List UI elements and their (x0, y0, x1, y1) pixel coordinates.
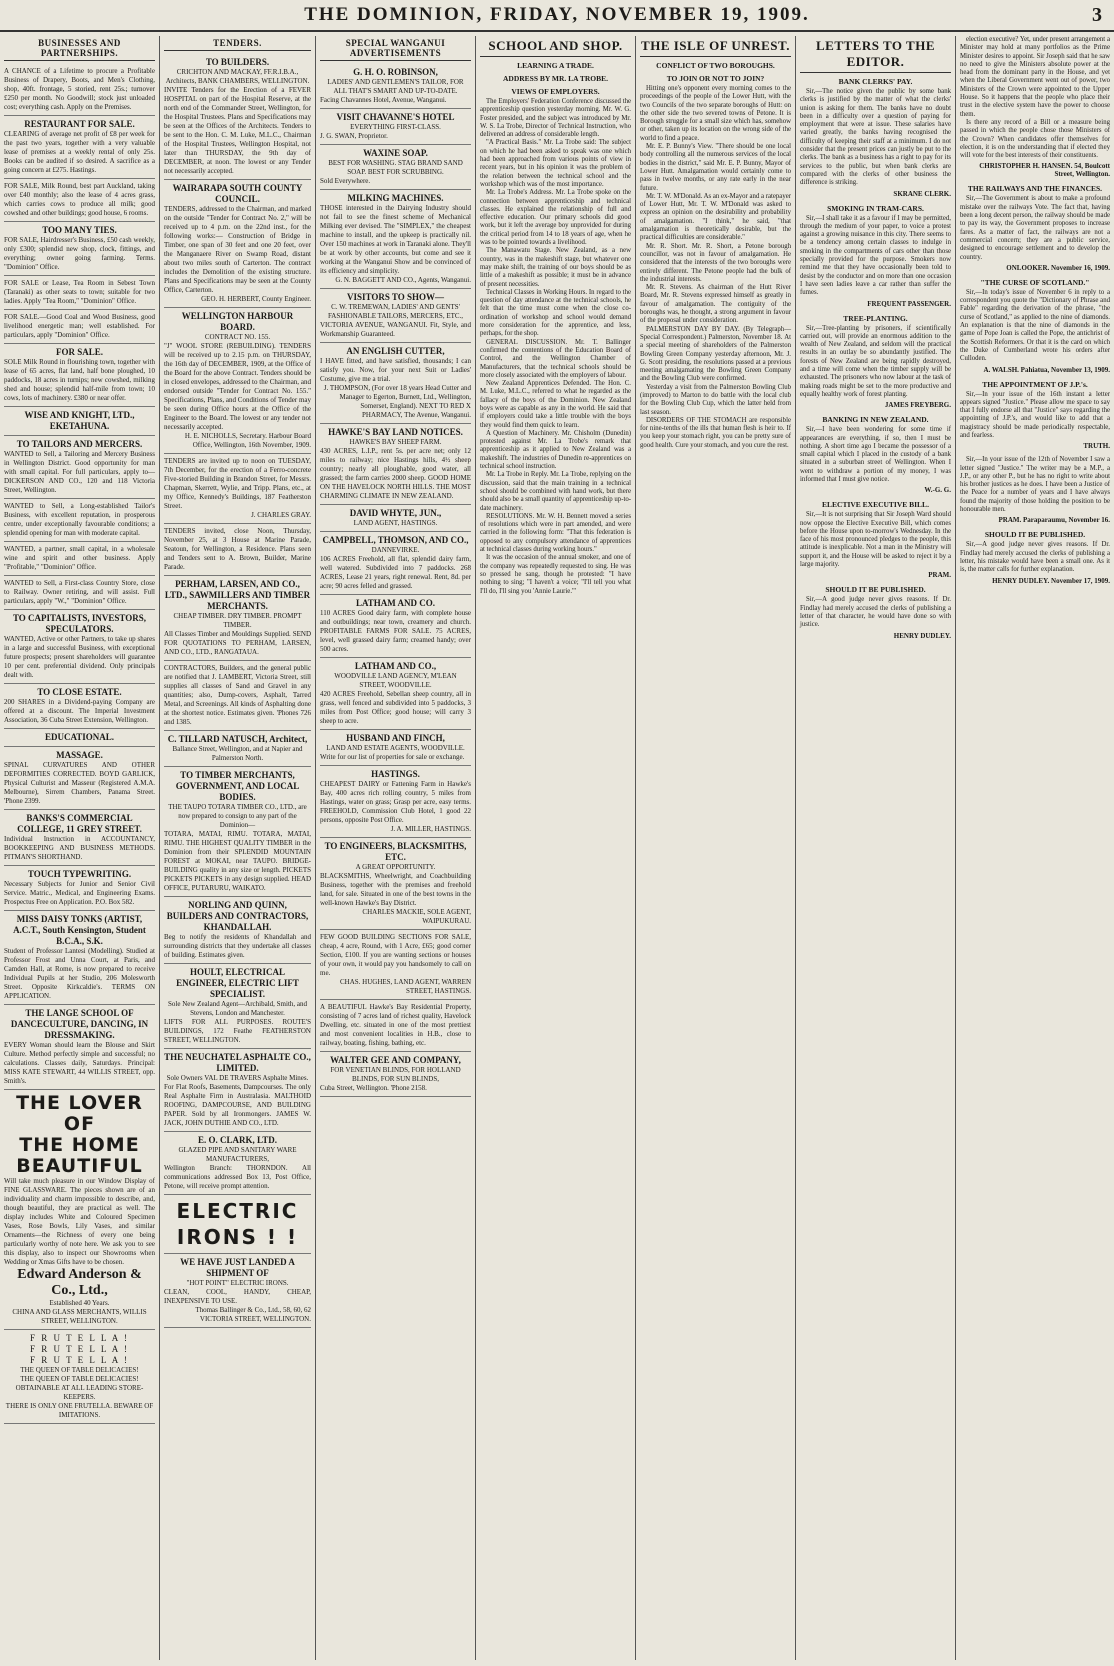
article-headline: THE ISLE OF UNREST. (640, 36, 791, 57)
advert-established: Established 40 Years. (49, 1299, 110, 1307)
letter-body: Sir,—A good judge never gives reasons. If Dr. Findlay had merely accused the clerks of publishing a letter of that character, he would have done so with justice. (800, 596, 951, 629)
advert-headline: F R U T E L L A ! (29, 1355, 129, 1365)
masthead-title: THE DOMINION, FRIDAY, NOVEMBER 19, 1909. (304, 4, 810, 25)
article-paragraph: Technical Classes in Working Hours. In regard to the question of day attendance at the technical schools, he felt that the time must come when the close co-ordination of workshop and school would demand more consideration for the apprentice, and less, perhaps, for the shop. (480, 288, 631, 338)
section-heading: TENDERS. (164, 36, 311, 51)
section-heading: SPECIAL WANGANUI ADVERTISEMENTS (320, 36, 471, 61)
column-school-and-shop (476, 36, 636, 1660)
advert-subheading: A GREAT OPPORTUNITY. (355, 863, 436, 871)
advert-body: WANTED to Sell, a First-class Country Store, close to Railway. Owner retiring, and will assist. Full particulars, apply "W.," "Dominion" Office. (4, 579, 155, 605)
article-headline: SCHOOL AND SHOP. (480, 36, 631, 57)
letter-body: Sir,—Tree-planting by prisoners, if scientifically carried out, will provide an enormous addition to the wealth of New Zealand, and seldom will the practical results in an outlay be so abundantly justified. The forests of New Zealand are being rapidly destroyed, and a time will come when the timber supply will be exhausted. The prisoners who now labour at the task of making roads might be set to the more productive and equally healthy work of forest planting. (800, 324, 951, 398)
classified-advert (4, 116, 155, 179)
article-paragraph: Yesterday a visit from the Palmerston Bowling Club (improved) to Marton to do battle with the local club for the Bowling Club Cup, which the latter held from last season. (640, 383, 791, 416)
advert-body: Necessary Subjects for Junior and Senior Civil Service. Matric., Medical, and Engineering Exams. Prospectus Free on Application. P.O. Box 582. (4, 880, 155, 906)
advert-body: INVITE Tenders for the Erection of a FEVER HOSPITAL on part of the Hospital Reserve, at the north end of the Commander Street, Wellington, for the Hospital Trustees. Plans and Specifications may be seen at the Offices of the Architects. Tenders to be sent to the Hon. C. M. Luke, M.L.C., Chairman of the Hospital Trustees, Wellington Hospital, not later than THURSDAY, the 9th day of DECEMBER, at noon. The lowest or any Tender not necessarily accepted. (164, 86, 311, 175)
advert-heading: HAWKE'S BAY LAND NOTICES. (328, 427, 463, 437)
advert-subheading: Sole Owners VAL DE TRAVERS Asphalte Mines. (166, 1074, 309, 1082)
article-paragraph: Mr. R. Short. Mr. R. Short, a Petone borough councillor, was not in favour of amalgamation. He considered that the interests of the two boroughs were entirely different. The Petone people had the bulk of the industrial interests. (640, 242, 791, 283)
classified-advert (4, 276, 155, 310)
advert-body: VICTORIA AVENUE, WANGANUI. Fit, Style, and Workmanship Guaranteed. (320, 321, 471, 338)
classified-advert (164, 1195, 311, 1254)
letters-list (800, 77, 951, 640)
advert-body: FOR SALE, Milk Round, best part Auckland, taking over £40 monthly; also the lease of 4 acres grass, which carries cows to produce all milk; good cowshed and other buildings; good house, 6 rooms. (4, 182, 155, 217)
advert-heading: HOULT, ELECTRICAL ENGINEER, ELECTRIC LIFT SPECIALIST. (176, 967, 299, 999)
advert-body: TENDERS are invited up to noon on TUESDAY, 7th December, for the erection of a Ferro-concrete Five-storied Building in Brandon Street, for Messrs. Chapman, Skerrett, Wylie, and Tripp. Plans, etc., at my Office, Kennedy's Buildings, 187 Featherston Street. (164, 457, 311, 510)
classified-advert (320, 930, 471, 1000)
advert-heading: PERHAM, LARSEN, AND CO., LTD., SAWMILLERS AND TIMBER MERCHANTS. (164, 579, 311, 611)
advert-subheading: CHEAP TIMBER. DRY TIMBER. PROMPT TIMBER. (173, 612, 302, 629)
letter-heading: SHOULD IT BE PUBLISHED. (825, 585, 926, 595)
advert-subheading: Sole New Zealand Agent—Archibald, Smith, and Stevens, London and Manchester. (168, 1000, 307, 1017)
column-letters-continued (956, 36, 1114, 1660)
classified-advert (4, 684, 155, 729)
advertiser-signature: CHARLES MACKIE, SOLE AGENT, WAIPUKURAU. (362, 908, 471, 925)
advert-heading: THE LANGE SCHOOL OF DANCECULTURE, DANCING, IN DRESSMAKING. (10, 1008, 149, 1040)
advert-body: All Classes Timber and Mouldings Supplied. SEND FOR QUOTATIONS TO PERHAM, LARSEN, AND CO., LTD., RANGATAUA. (164, 630, 311, 656)
letter-signature: W.-G. G. (924, 486, 951, 495)
classified-advert (164, 661, 311, 731)
advertiser-signature: G. N. BAGGETT AND CO., Agents, Wanganui. (335, 276, 471, 284)
letter-signature: HENRY DUDLEY. (893, 631, 951, 640)
advert-body: Individual Instruction in ACCOUNTANCY, BOOKKEEPING AND BUSINESS METHODS. PITMAN'S SHORTHAND. (4, 835, 155, 861)
advert-body: TOTARA, MATAI, RIMU. TOTARA, MATAI, RIMU. THE HIGHEST QUALITY TIMBER in the Dominion from their SPLENDID MOUNTAIN FOREST at MOKAI, near TAUPO. BRIDGE-BUILDING quality in any size or length. PICKETS PICKETS PICKETS in any design supplied. HEAD OFFICE, PUTARURU, WAIKATO. (164, 830, 311, 892)
frutella-advert (4, 1330, 155, 1424)
classified-advert (4, 1005, 155, 1090)
classified-advert (4, 747, 155, 810)
article-paragraph: The Employers' Federation Conference discussed the apprenticeship question yesterday morning. Mr. W. G. Foster presided, and the subject was introduced by Mr. W. S. La Trobe, Director of Technical Instruction, who delivered an address of considerable length. (480, 98, 631, 139)
advert-body: Beg to notify the residents of Khandallah and surrounding districts that they undertake all classes of building. Estimates given. (164, 933, 311, 959)
article-body (640, 85, 791, 450)
advert-body: LIFTS FOR ALL PURPOSES. ROUTE'S BUILDINGS, 172 Feathe FEATHERSTON STREET, WELLINGTON. (164, 1018, 311, 1044)
letter-heading: THE RAILWAYS AND THE FINANCES. (967, 184, 1103, 194)
advert-heading: WE HAVE JUST LANDED A SHIPMENT OF (180, 1257, 295, 1278)
advert-body: FEW GOOD BUILDING SECTIONS FOR SALE, cheap, 4 acre, Round, with 1 Acre, £65; good corner Section, £100. If you are wanting sections or houses of your own, it would pay you handsomely to call on me. (320, 933, 471, 977)
letter-body: Sir,—In your issue of the 12th of November I saw a letter signed "Justice." The writer may be a M.P., a J.P., or any other P., but he has no right to write about his brother justices as he does. I have been a Justice of the Peace for a number of years and I have always found the majority of those holding the position to be honourable men. (960, 456, 1110, 514)
advert-heading: BANKS'S COMMERCIAL COLLEGE, 11 GREY STREET. (17, 813, 142, 834)
advert-slogan: THE QUEEN OF TABLE DELICACIES! (20, 1366, 139, 1374)
advert-list (320, 64, 471, 1097)
advert-heading: RESTAURANT FOR SALE. (24, 119, 135, 129)
classified-advert (4, 729, 155, 747)
advert-headline: F R U T E L L A ! (29, 1333, 129, 1343)
advert-subheading: LAND AGENT, HASTINGS. (353, 519, 438, 527)
letter-signature: FREQUENT PASSENGER. (867, 299, 951, 308)
article-headline: LETTERS TO THE EDITOR. (800, 36, 951, 73)
advert-body: CLEAN, COOL, HANDY, CHEAP, INEXPENSIVE TO USE. (164, 1288, 311, 1305)
advertiser-signature: J. A. MILLER, HASTINGS. (390, 825, 471, 833)
advert-body: EVERY Woman should learn the Blouse and Skirt Culture. Method perfectly simple and successful; no calculations. Classes daily, Saturdays. Principal: MISS KATE STEWART, 44 WILLIS STREET, opp. Smith's. (4, 1041, 155, 1085)
advert-heading: C. TILLARD NATUSCH, Architect, (167, 734, 308, 744)
letter-body: Sir,—The Government is about to make a profound mistake over the railways Vote. The fact that, having been a long decent person, the railway should be made to pay its way, the Government proposes to increase fares. As a matter of fact, the railways are not a commercial concern; they are a public service, designed to encourage settlement and to develop the country. (960, 195, 1110, 261)
article-paragraph: RESOLUTIONS. Mr. W. H. Bennett moved a series of resolutions which were in part amended, and were carried in the following form: "That this federation is opposed to any compulsory attendance of apprentices at technical classes during working hours." (480, 512, 631, 554)
advert-body: CONTRACTORS, Builders, and the general public are notified that J. LAMBERT, Victoria Street, still supplies all classes of Sand and Gravel in any quantities; also, Dump-covers, Asphalt, Tarred Metal, and Screenings. All kinds of Asphalting done at the shortest notice. Estimates given. 'Phones 726 and 1385. (164, 664, 311, 726)
advert-heading: G. H. O. ROBINSON, (353, 67, 438, 77)
classified-advert (320, 838, 471, 930)
letter-body: Sir,—In today's issue of November 6 in reply to a correspondent you quote the "Dictionary of Phrase and Fable" regarding the derivation of the phrase, "the curse of Scotland," as applied to the nine of diamonds. An explanation is that the nine of diamonds in the game of Pope Joan is called the Pope, the antichrist of the Scottish Reformers. Or that it is the card on which the Duke of Cumberland wrote his orders after Culloden. (960, 288, 1110, 363)
letter-heading: THE APPOINTMENT OF J.P.'s. (982, 379, 1088, 389)
advertiser-signature: J. THOMPSON, (For over 18 years Head Cutter and Manager to Egerton, Burnett, Ltd., Wellington, Somerset, England). NEXT TO RED X PHARMACY, The Avenue, Wanganui. (323, 384, 471, 419)
advert-heading: VISITORS TO SHOW— (346, 292, 445, 302)
letter-heading: SHOULD IT BE PUBLISHED. (984, 530, 1086, 540)
advert-heading: THE NEUCHATEL ASPHALTE CO., LIMITED. (164, 1052, 311, 1073)
advert-subheading: GLAZED PIPE AND SANITARY WARE MANUFACTURERS, (178, 1146, 297, 1163)
advert-body: Will take much pleasure in our Window Display of FINE GLASSWARE. The pieces shown are of an individuality and charm impossible to describe, and, though beautiful, they are practical as well. The display includes White and Coloured Specimen Vases, Rose Bowls, Lily Vases, and similar Ornaments—the Richness of every one being particularly worthy of note here. We ask you to see this display, also to inspect our Showrooms when Wedding or Xmas Gifts have to be chosen. (4, 1177, 155, 1266)
letter-signature: TRUTH. (1083, 442, 1110, 451)
article-paragraph: Mr. La Trobe in Reply. Mr. La Trobe, replying on the discussion, said that the main training in a technical school should be combined with hand work, but there should also be a small quantity of apprenticeship up-to-date machinery. (480, 471, 632, 512)
classified-advert (4, 499, 155, 542)
classified-advert (320, 145, 471, 190)
advert-body: SOLE Milk Round in flourishing town, together with lease of 65 acres, flat land, half bone ploughed, 10 paddocks, 18 acres in turnips; new cowshed, milking shed and house; splendid half-mile from town; 10 cows, lots of machinery. £380 or near offer. (4, 358, 155, 402)
advert-heading: TO ENGINEERS, BLACKSMITHS, ETC. (324, 841, 467, 862)
classified-advert (4, 436, 155, 499)
classified-advert (4, 344, 155, 407)
article-subheading: TO JOIN OR NOT TO JOIN? (666, 74, 765, 83)
advert-heading: TO TAILORS AND MERCERS. (16, 439, 143, 449)
letter-heading: BANKING IN NEW ZEALAND. (822, 415, 929, 425)
advert-heading: AN ENGLISH CUTTER, (346, 346, 445, 356)
advert-heading: WALTER GEE AND COMPANY, (330, 1055, 461, 1065)
classified-advert (320, 766, 471, 838)
column-tenders (160, 36, 316, 1660)
advert-heading: LATHAM AND CO. (355, 598, 436, 608)
classified-advert (320, 595, 471, 658)
article-paragraph: PALMERSTON DAY BY DAY. (By Telegraph—Special Correspondent.) Palmerston, November 18. At a special meeting of shareholders of the Palmerston Bowling Green Company yesterday afternoon, Mr. J. G. Scott presiding, the resolutions passed at a previous meeting amalgamating the Bowling Green Company and the Bowling Club were confirmed. (640, 325, 791, 383)
advert-body: FOR SALE or Lease, Tea Room in Sebest Town (Taranaki) as other seats to town; suitable for two ladies. Apply "Tea Room," "Dominion" Office. (4, 279, 155, 305)
classified-advert (4, 810, 155, 866)
advert-body: TENDERS invited, close Noon, Thursday, November 25, at 3 House at Marine Parade, Seatoun, for Wellington, a Residence. Plans seen and Tenders sent to A. Brown, Builder, Marine Parade. (164, 527, 311, 571)
advert-body: WANTED, a partner, small capital, in a wholesale wine and spirit and other business. Apply "Profitable," "Dominion" Office. (4, 545, 155, 571)
advertiser-signature: CHAS. HUGHES, LAND AGENT, WARREN STREET, HASTINGS. (340, 978, 471, 995)
letter-signature: SKRANE CLERK. (893, 189, 951, 198)
advert-body: 430 ACRES, L.I.P., rent 5s. per acre net; only 12 miles to railway; nice Hastings hills, 4½ sheep country; nearly all ploughable, good water, all grassed; the farm carries 2000 sheep. GOOD HOME ON THE HAVELOCK NORTH HILLS. THE MOST CHARMING CLIMATE IN NEW ZEALAND. (320, 447, 471, 500)
advertiser-signature: GEO. H. HERBERT, County Engineer. (201, 295, 311, 303)
advertiser-signature: Thomas Ballinger & Co., Ltd., 58, 60, 62 VICTORIA STREET, WELLINGTON. (195, 1306, 311, 1323)
advert-body: J. G. SWAN, Proprietor. (320, 132, 388, 140)
classified-advert (320, 1052, 471, 1097)
advert-body: 200 SHARES in a Dividend-paying Company are offered at a discount. The Imperial Investment Association, 36 Cuba Street Extension, Wellington. (4, 698, 155, 724)
advert-body: SPINAL CURVATURES AND OTHER DEFORMITIES CORRECTED. BOYD GARLICK, Physical Culturist and Masseur (Registered A.M.A. Melbourne), Sirrem Chambers, Panama Street. 'Phone 2399. (4, 761, 155, 805)
classified-advert (320, 730, 471, 766)
section-heading: BUSINESSES AND PARTNERSHIPS. (4, 36, 155, 61)
classified-advert (164, 731, 311, 767)
advert-body: WANTED to Sell, a Long-established Tailor's Business, with excellent reputation, in prosperous centre, under exceptionally favourable conditions; a splendid opening for man with moderate capital. (4, 502, 155, 537)
advert-body: "J" WOOL STORE (REBUILDING). TENDERS will be received up to 2.15 p.m. on THURSDAY, the 16th day of DECEMBER, 1909, at the Office of the Board for the above Contract. Tenders should be in closed envelopes, addressed to the Chairman, and endorsed outside "Tender for Contract No. 155." Specifications, Plans, and Conditions of Tender may be seen during Office hours at the Office of the Engineer to the Board. The lowest or any tender not necessarily accepted. (164, 342, 311, 431)
letters-list (960, 36, 1110, 585)
advert-heading: WISE AND KNIGHT, LTD., EKETAHUNA. (24, 410, 135, 431)
article-subheading: CONFLICT OF TWO BOROUGHS. (656, 61, 775, 70)
advert-body: THERE IS ONLY ONE FRUTELLA. BEWARE OF IMITATIONS. (5, 1402, 154, 1419)
article-subheading: ADDRESS BY MR. LA TROBE. (502, 74, 609, 83)
advert-subheading: "HOT POINT" ELECTRIC IRONS. (186, 1279, 289, 1287)
advertiser-signature: H. E. NICHOLLS, Secretary. Harbour Board Office, Wellington, 16th November, 1909. (184, 432, 311, 449)
letter-heading: ELECTIVE EXECUTIVE BILL. (822, 500, 929, 510)
classified-advert (4, 610, 155, 684)
advertiser-signature: J. CHARLES GRAY. (251, 511, 311, 519)
letter-signature: ONLOOKER. November 16, 1909. (1006, 263, 1110, 272)
letter-signature: CHRISTOPHER H. HANSEN. 54, Boulcott Street, Wellington. (979, 162, 1110, 179)
article-paragraph: Mr. E. P. Bunny's View. "There should be one local body controlling all the numerous services of the local bodies in the district," said Mr. E. P. Bunny, Mayor of Lower Hutt. Amalgamation would certainly come to pass in twelve months, or any rate early in the near future. (640, 143, 791, 192)
column-businesses (0, 36, 160, 1660)
advert-subheading: BEST FOR WASHING. STAG BRAND SAND SOAP. BEST FOR SCRUBBING. (328, 159, 463, 176)
advertiser-name: Edward Anderson & Co., Ltd., (17, 1267, 142, 1298)
advert-body: CLEARING of average net profit of £8 per week for the past two years, together with a very valuable lease of premises at a weekly rental of only 25s. Books can be audited if so desired. A sacrifice as a going concern at £275. Hastings. (4, 130, 155, 174)
advert-address: CHINA AND GLASS MERCHANTS, WILLIS STREET, WELLINGTON. (12, 1308, 147, 1325)
article-subheading: VIEWS OF EMPLOYERS. (511, 87, 600, 96)
classified-advert (320, 64, 471, 109)
article-subheading: LEARNING A TRADE. (517, 61, 594, 70)
advert-heading: DAVID WHYTE, JUN., (349, 508, 442, 518)
article-paragraph: The Manawatu Stage. New Zealand, as a new country, was in the makeshift stage, but whatever one may make shift, the training of our boys should be as little of a makeshift as possible; it must be in advance of present necessities. (480, 247, 631, 288)
advert-body: TENDERS, addressed to the Chairman, and marked on the outside "Tender for Contract No. 2," will be received up to 4 p.m. on the 22nd inst., for the following works:— Construction of Bridge in Timber, one span of 30 feet and one 20 feet, over the Manganaere River on Swamp Road, distant about two miles south of Carterton. The contract includes the Demolition of the existing structure. Plans and Specifications may be seen at the County Office, Carterton. (164, 205, 311, 294)
classified-advert (164, 1132, 311, 1195)
letter-heading: SMOKING IN TRAM-CARS. (827, 203, 924, 213)
advert-heading: HASTINGS. (371, 769, 420, 779)
glassware-advert (4, 1090, 155, 1330)
column-wanganui-adverts (316, 36, 476, 1660)
letter-body: Sir,—I have been wondering for some time if appearances are everything, if so, then I must be nothing. A short time ago I became the possessor of a small capital which I placed in the custody of a bank situated in a suburban street of Wellington. When I went to withdraw a portion of my money, I was informed that I must give notice. (800, 426, 951, 483)
advert-body: A CHANCE of a Lifetime to procure a Profitable Business of Drapery, Boots, and Men's Clothing, shop, 40ft. frontage, 5 storied, rent 25s.; turnover £250 per month. No Goodwill; stock just unloaded cost; everything cash. Apply on the Premises. (4, 67, 155, 111)
advert-heading: MISS DAISY TONKS (ARTIST, A.C.T., South Kensington, Student B.C.A., S.K. (13, 914, 146, 946)
advert-headline: ELECTRIC IRONS ! ! (176, 1199, 299, 1249)
advert-body: OBTAINABLE AT ALL LEADING STORE-KEEPERS. (15, 1384, 144, 1401)
letter-signature: HENRY DUDLEY. November 17, 1909. (992, 576, 1110, 585)
advert-heading: MASSAGE. (56, 750, 103, 760)
advert-body: Sold Everywhere. (320, 177, 371, 185)
advert-body: THOSE interested in the Dairying Industry should not fail to see the finest scheme of Mechanical Milking ever devised. The "SIMPLEX," the cheapest machine to install, and the upkeep is practically nil. Over 150 machines at work in Taranaki alone. They'll be at work by other accounts, but come and see it working at the Wanganui Show and be convinced of its efficiency and simplicity. (320, 204, 471, 275)
advert-subheading: EVERYTHING FIRST-CLASS. (350, 123, 441, 131)
advert-heading: HUSBAND AND FINCH, (346, 733, 445, 743)
letter-body: election executive? Yet, under present arrangement a Minister may hold at many portfolios as the Prime Minister desires to appoint. Sir Joseph said that he saw no need to give the Ministers absolute power at the head from the dominant party in the House, and yet when the Liberal Government went out of power, two Ministers of the Crown were appointed to the Upper House. So it happens that the people who place their trust in the elective system have the power to choose them. (960, 36, 1110, 118)
letter-signature: A. WALSH. Pahiatua, November 13, 1909. (983, 365, 1110, 374)
classified-advert (4, 911, 155, 1005)
advert-subheading: DANNEVIRKE. (371, 546, 420, 554)
letter-body: Sir,—It is not surprising that Sir Joseph Ward should now oppose the Elective Executive Bill, which comes before the House upon to-morrow's Wednesday. In the face of his most pronounced pledges to the people, this attitude is inexplicable. Not a man in the Ministry will support it, and the House will be asked to reject it by a large majority. (800, 511, 951, 569)
classified-advert (164, 308, 311, 454)
advert-subheading: CONTRACT NO. 155. (204, 333, 271, 341)
advert-body: FOR SALE, Hairdresser's Business, £50 cash weekly, only £300; splendid new shop, clock, fittings, and everything; owner going farming. Terms. "Dominion" Office. (4, 236, 155, 271)
classified-advert (320, 532, 471, 595)
advert-body: 110 ACRES Good dairy farm, with complete house and outbuildings; near town, creamery and church. PROFITABLE FARMS FOR SALE. 75 ACRES, level, well grassed dairy farm; creamed handy; over 500 acres. (320, 609, 471, 653)
advert-headline: THE HOME BEAUTIFUL (16, 1134, 143, 1177)
advert-subheading: LAND AND ESTATE AGENTS, WOODVILLE. (326, 744, 465, 752)
article-paragraph: Mr. La Trobe's Address. Mr. La Trobe spoke on the connection between apprenticeship and technical classes. He explained the relationship of full and effective education. Our primary schools did good work, but it left the average boy unprovided for during the critical period from 14 to 18 years of age, when he was to be pointed towards a livelihood. (480, 189, 631, 247)
classified-advert (320, 109, 471, 145)
article-body (480, 98, 631, 596)
advert-subheading: CRICHTON AND MACKAY, FF.R.I.B.A., Architects, BANK CHAMBERS, WELLINGTON. (165, 68, 310, 85)
letter-body: Sir,—A good judge never gives reasons. If Dr. Findlay had merely accused the clerks of publishing a letter, his mistake would have been a small one. As it is, the matter calls for further explanation. (960, 541, 1110, 574)
advert-heading: TO CLOSE ESTATE. (37, 687, 122, 697)
advert-body: WANTED, Active or other Partners, to take up shares in a large and successful Business, with exceptional future prospects; present shareholders will guarantee 10 per cent. preferential dividend. Only principals dealt with. (4, 635, 155, 679)
classified-list (4, 64, 155, 1090)
letter-body: Is there any record of a Bill or a measure being passed in which the people chose those Ministers of the Crown? When candidates offer themselves for election, it is on the understanding that if elected they will vote for the best interests of their constituents. (960, 118, 1110, 160)
page-number: 3 (1092, 4, 1102, 26)
classified-advert (4, 179, 155, 222)
classified-advert (4, 542, 155, 576)
article-paragraph: New Zealand Apprentices Defended. The Hon. C. M. Luke, M.L.C., referred to what he regarded as the fallacy of the boys of the Dominion. New Zealand boys were as capable as any in the world. He said that if employers could take a little trouble with the boys they would find them quick to learn. (480, 380, 631, 429)
advert-headline: F R U T E L L A ! (29, 1344, 129, 1354)
classified-advert (164, 1254, 311, 1328)
advert-subheading: WOODVILLE LAND AGENCY, M'LEAN STREET, WOODVILLE. (334, 672, 457, 689)
classified-advert (320, 424, 471, 505)
advert-subheading: FOR VENETIAN BLINDS, FOR HOLLAND BLINDS, FOR SUN BLINDS, (330, 1066, 461, 1083)
advert-body: CHEAPEST DAIRY or Fattening Farm in Hawke's Bay, 400 acres rich rolling country, 5 miles from Hastings, water on grass; Grasp per acre, easy terms. FREEHOLD, Commission Club Hotel, 1 good 22 persons, opposite Post Office. (320, 780, 471, 824)
tender-list (164, 54, 311, 1328)
letter-body: Sir,—I shall take it as a favour if I may be permitted, through the medium of your paper, to voice a protest against a growing nuisance in this city. There seems to be a tendency among certain classes to indulge in smoking in the compartments of cars other than those specially provided for the purpose. Smokers now remind me that they have occasionally been told to desist by the conductor and on more than one occasion I have seen ladies leave a car rather than suffer the fumes. (800, 214, 951, 297)
letter-body: Sir,—The notice given the public by some bank clerks is justified by the matter of what the clerks' union is asking for them. The banks have no doubt been in a difficulty over a question of paying for employment that were at issue. These salaries have varied greatly, the banks having recognised the difficulty of keeping their staff at a minimum. I do not consider that the present prices can justly be put to the clerks. The bank as a business has a right to pay for its services to the public, but when bank clerks are compared with the clerks of other business the difference is striking. (800, 88, 951, 187)
advert-body: BLACKSMITHS, Wheelwright, and Coachbuilding Business, together with the premises and freehold land, for sale. Situated in one of the best towns in the well-known Hawke's Bay District. (320, 872, 471, 907)
advert-heading: TOO MANY TIES. (42, 225, 117, 235)
advert-heading: CAMPBELL, THOMSON, AND CO., (322, 535, 469, 545)
letter-heading: BANK CLERKS' PAY. (838, 77, 913, 86)
advert-subheading: C. W. TREMEWAN, LADIES' AND GENTS' FASHIONABLE TAILORS, MERCERS, ETC., (327, 303, 464, 320)
advert-subheading: Ballance Street, Wellington, and at Napier and Palmerston North. (172, 745, 303, 762)
advert-body: Write for our list of properties for sale or exchange. (320, 753, 465, 761)
classified-advert (320, 343, 471, 424)
advert-subheading: THE TAUPO TOTARA TIMBER CO., LTD., are now prepared to consign to any part of the Dominion— (168, 803, 307, 829)
advert-body: FOR SALE.—Good Coal and Wood Business, good livelihood energetic man; well established. For particulars, apply "Dominion" Office. (4, 313, 155, 339)
classified-advert (164, 180, 311, 308)
classified-advert (164, 576, 311, 661)
advert-body: Student of Professor Lantesi (Modelling). Studied at Professor Frost and Unna Court, at Paris, and Camden Hall, at Rome, is now prepared to receive Individual Pupils at her Studio, 206 Molesworth Street. Opposite Kirkcaldie's. TERMS ON APPLICATION. (4, 947, 155, 1000)
advert-body: Cuba Street, Wellington. 'Phone 2158. (320, 1084, 427, 1092)
advert-subheading: HAWKE'S BAY SHEEP FARM. (349, 438, 442, 446)
advert-body: For Flat Roofs, Basements, Dampcourses. The only Real Asphalte Firm in Australasia. MALTHOID ROOFING, DAMPCOURSE, AND BUILDING PAPER. Sold by all Ironmongers. JAMES W. JACK, JOHN DUTHIE AND CO., LTD. (164, 1083, 311, 1127)
advert-heading: WELLINGTON HARBOUR BOARD. (181, 311, 294, 332)
advert-heading: WAXINE SOAP. (363, 148, 428, 158)
classified-advert (320, 505, 471, 532)
classified-advert (4, 310, 155, 344)
letter-signature: JAMES FREYBERG. (884, 401, 951, 410)
letter-heading: "THE CURSE OF SCOTLAND." (980, 277, 1090, 287)
column-letters (796, 36, 956, 1660)
advert-body: A BEAUTIFUL Hawke's Bay Residential Property, consisting of 7 acres land of richest quality, Havelock Dwelling, etc. situated in one of the most prettiest and most convenient localities in H.B., close to railway, boating, fishing, bathing, etc. (320, 1003, 471, 1047)
advert-body: Facing Chavannes Hotel, Avenue, Wanganui. (320, 96, 447, 104)
advert-body: 420 ACRES Freehold, Sebellan sheep country, all in grass, well fenced and subdivided into 5 paddocks, 3 miles from Post Office; good house; will carry 3 sheep to acre. (320, 690, 471, 725)
article-paragraph: It was the occasion of the annual smoker, and one of the company was repeatedly requested to sing. He was so pressed he sang, though he protested: "I have nothing to sing; "I haven't a voice; "I'll tell you what I'll do, I'll sing you 'Annie Laurie.'" (480, 554, 631, 595)
classified-advert (164, 964, 311, 1049)
advert-headline: THE LOVER OF (16, 1092, 143, 1135)
advert-subheading: LADIES' AND GENTLEMEN'S TAILOR, FOR ALL THAT'S SMART AND UP-TO-DATE. (327, 78, 464, 95)
classified-advert (164, 1049, 311, 1132)
article-paragraph: Hitting one's opponent every morning comes to the proceedings of the people of the Lower Hutt, with the two Councils of the two separate boroughs of Hutt: on the other side the two severed towns of Petone. It is Borough struggle for a small size which has, somehow or other, taken up its location on the wrong side of the world to find a peace. (640, 85, 791, 142)
classified-advert (4, 407, 155, 436)
masthead (0, 0, 1114, 32)
classified-advert (164, 454, 311, 524)
article-paragraph: "A Practical Basis." Mr. La Trobe said: The subject on which he had been asked to speak was one which had been approached from various points of view in recent years, but in his opinion it was the problem of the relation between the technical school and the workshop which was of the most importance. (480, 139, 631, 188)
article-paragraph: Mr. R. Stevens. As chairman of the Hutt River Board, Mr. R. Stevens expressed himself as greatly in favour of amalgamation. The contiguity of the boroughs was, he thought, a strong argument in favour of the proposal under consideration. (640, 284, 791, 325)
advert-heading: LATHAM AND CO., (354, 661, 437, 671)
column-isle-of-unrest (636, 36, 796, 1660)
letter-heading: TREE-PLANTING. (843, 313, 908, 323)
classified-advert (320, 658, 471, 730)
advert-heading: TO BUILDERS. (205, 57, 270, 67)
advert-heading: TO CAPITALISTS, INVESTORS, SPECULATORS. (12, 613, 147, 634)
advert-heading: MILKING MACHINES. (347, 193, 444, 203)
classified-advert (320, 190, 471, 289)
classified-advert (164, 897, 311, 964)
classified-advert (4, 866, 155, 911)
letter-signature: PRAM. (928, 571, 951, 580)
advert-heading: E. O. CLARK, LTD. (198, 1135, 277, 1145)
advert-heading: TOUCH TYPEWRITING. (27, 869, 132, 879)
advert-heading: WAIRARAPA SOUTH COUNTY COUNCIL. (172, 183, 303, 204)
classified-advert (320, 289, 471, 343)
advert-body: I HAVE fitted, and have satisfied, thousands; I can satisfy you. Now, for your next Suit or Ladies' Costume, give me a trial. (320, 357, 471, 383)
classified-advert (164, 767, 311, 897)
advert-body: 106 ACRES Freehold, all flat, splendid dairy farm, well watered. Subdivided into 7 paddocks. 268 ACRES, Lease 21 years, right renewal. Rent, 8d. per acre; 90 acres felled and grassed. (320, 555, 471, 590)
advert-body: Wellington Branch: THORNDON. All communications addressed Box 13, Post Office, Petone, will receive prompt attention. (164, 1164, 311, 1190)
advert-heading: EDUCATIONAL. (44, 732, 115, 742)
classified-advert (4, 576, 155, 610)
advert-heading: NORLING AND QUINN, BUILDERS AND CONTRACTORS, KHANDALLAH. (166, 900, 309, 932)
article-paragraph: A Question of Machinery. Mr. Chisholm (Dunedin) protested against Mr. La Trobe's remark that apprenticeship as it applied to New Zealand was a makeshift. The industries of Dunedin re-apprentices on technical school instruction. (480, 429, 631, 471)
advert-body: WANTED to Sell, a Tailoring and Mercery Business in Wellington District. Good opportunity for man with small capital. For full particulars, apply to— DICKERSON AND CO., 120 and 118 Victoria Street, Wellington. (4, 450, 155, 494)
letter-body: Sir,—In your issue of the 16th instant a letter appears signed "Justice." Please allow me space to say that I fully endorse all that "Justice" says regarding the appointing of J.P.'s, and would like to add that a magistracy should be made periodically respectable, and fearless. (960, 390, 1110, 439)
advert-heading: VISIT CHAVANNE'S HOTEL (336, 112, 455, 122)
classified-advert (164, 54, 311, 180)
article-paragraph: GENERAL DISCUSSION. Mr. T. Ballinger confirmed the contentions of the Education Board of Control, and the Wellington Chamber of Manufacturers, that the technical schools should be more closely associated with the employers of labour. (480, 338, 631, 379)
classified-advert (4, 64, 155, 116)
classified-advert (164, 524, 311, 576)
classified-advert (320, 1000, 471, 1052)
advert-slogan: THE QUEEN OF TABLE DELICACIES! (20, 1375, 139, 1383)
classified-advert (4, 222, 155, 276)
advert-heading: FOR SALE. (55, 347, 103, 357)
article-paragraph: Mr. T. W. M'Donald. As an ex-Mayor and a ratepayer of Lower Hutt, Mr. T. W. M'Donald was asked to express an opinion on the desirability and probability of amalgamation. "I think," he said, "that amalgamation is theoretically desirable, but the practical difficulties are considerable." (640, 192, 791, 242)
letter-signature: PRAM. Paraparaumu, November 16. (998, 516, 1110, 525)
article-paragraph: DISORDERS OF THE STOMACH are responsible for nine-tenths of the ills that human flesh is heir to. If you keep your stomach right, you can be pretty sure of good health. Cure your stomach, and you cure the rest. (640, 416, 791, 449)
advert-heading: TO TIMBER MERCHANTS, GOVERNMENT, AND LOCAL BODIES. (175, 770, 300, 802)
